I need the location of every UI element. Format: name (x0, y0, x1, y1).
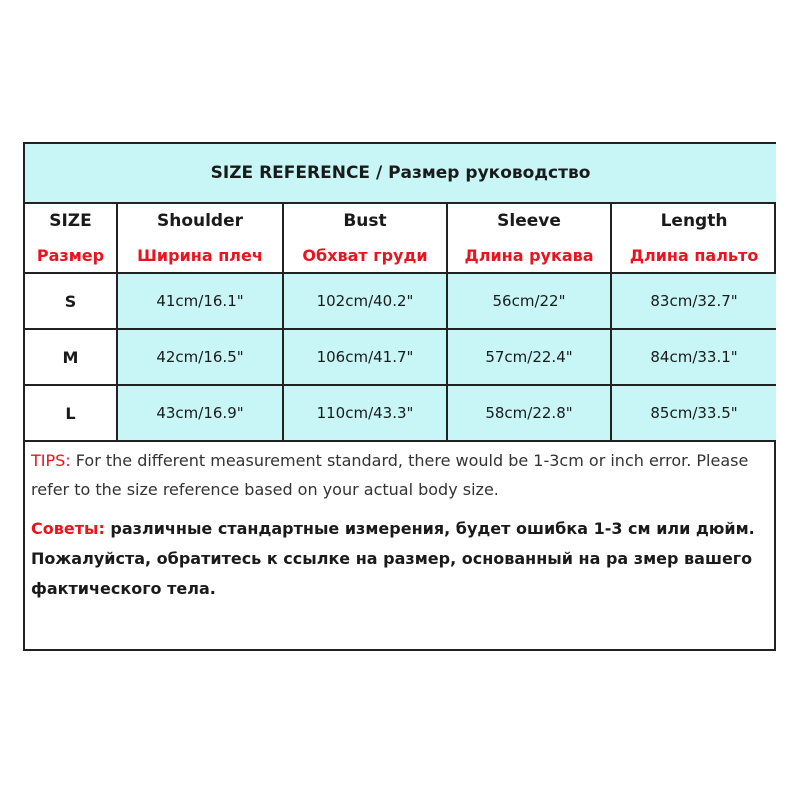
tips-ru-label: Советы: (31, 519, 105, 538)
header-bust: Bust (283, 203, 447, 238)
size-label: L (25, 385, 117, 441)
bust-value: 110cm/43.3" (283, 385, 447, 441)
header-sleeve: Sleeve (447, 203, 611, 238)
shoulder-value: 41cm/16.1" (117, 273, 283, 329)
shoulder-value: 42cm/16.5" (117, 329, 283, 385)
table-row (25, 273, 776, 329)
header-row-ru (25, 238, 776, 273)
shoulder-value: 43cm/16.9" (117, 385, 283, 441)
header-length: Length (611, 203, 776, 238)
sleeve-value: 57cm/22.4" (447, 329, 611, 385)
length-value: 84cm/33.1" (611, 329, 776, 385)
tips-en (25, 442, 774, 504)
tips-ru-text: различные стандартные измерения, будет ошибка 1-3 см или дюйм. Пожалуйста, обратитесь к ссылке на размер, основанный на ра змер вашего фактического тела. (31, 519, 755, 598)
header-size-ru: Размер (25, 238, 117, 273)
tips-text: For the different measurement standard, there would be 1-3cm or inch error. Please refer to the size reference based on your actual body size. (31, 451, 749, 499)
table-title: SIZE REFERENCE / Размер руководство (25, 144, 776, 203)
header-size: SIZE (25, 203, 117, 238)
bust-value: 106cm/41.7" (283, 329, 447, 385)
size-chart (23, 142, 776, 651)
length-value: 83cm/32.7" (611, 273, 776, 329)
title-row (25, 144, 776, 203)
header-row-en (25, 203, 776, 238)
tips-label: TIPS: (31, 451, 71, 470)
table-row (25, 329, 776, 385)
sleeve-value: 56cm/22" (447, 273, 611, 329)
header-length-ru: Длина пальто (611, 238, 776, 273)
size-label: S (25, 273, 117, 329)
header-shoulder-ru: Ширина плеч (117, 238, 283, 273)
size-label: M (25, 329, 117, 385)
table-row (25, 385, 776, 441)
tips-ru (25, 504, 774, 604)
sleeve-value: 58cm/22.8" (447, 385, 611, 441)
header-bust-ru: Обхват груди (283, 238, 447, 273)
header-sleeve-ru: Длина рукава (447, 238, 611, 273)
size-table (25, 144, 776, 442)
header-shoulder: Shoulder (117, 203, 283, 238)
bust-value: 102cm/40.2" (283, 273, 447, 329)
length-value: 85cm/33.5" (611, 385, 776, 441)
